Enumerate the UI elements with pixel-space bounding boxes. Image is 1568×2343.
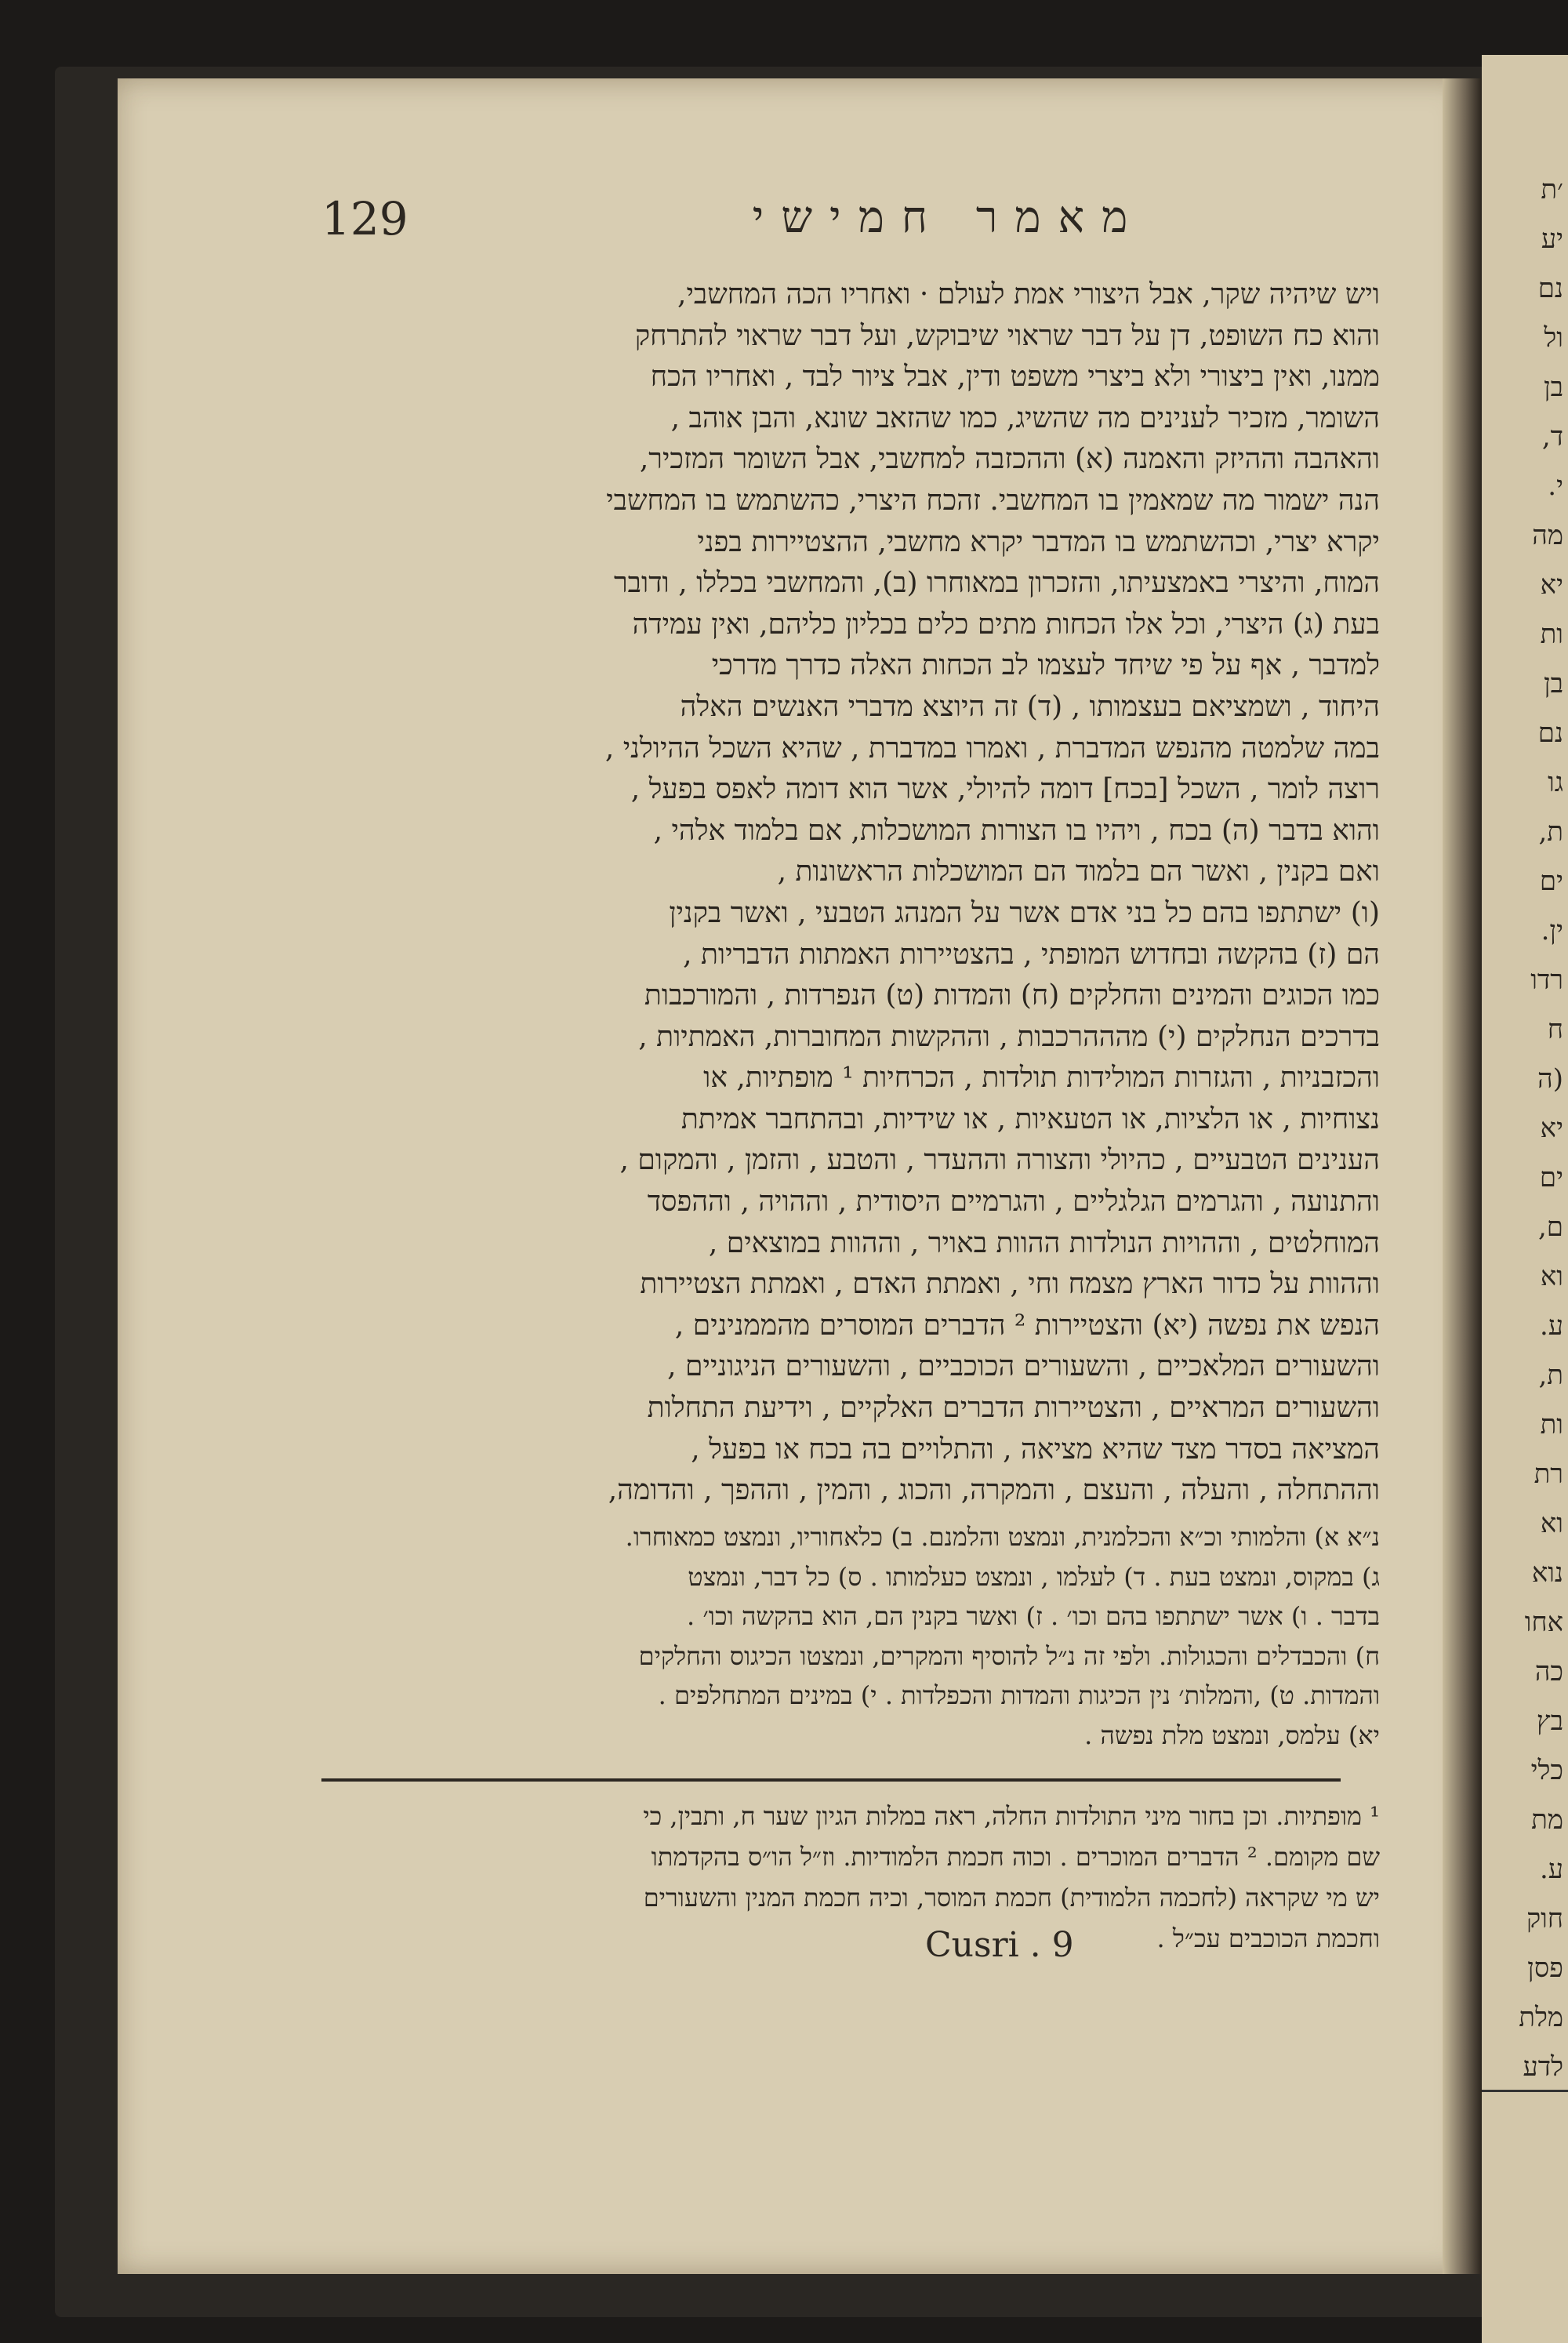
text-line: והשעורים המלאכיים , והשעורים הכוכביים , והשעורים הניגוניים , (667, 1350, 1380, 1383)
text-line: והכזבניות , והגזרות המולידות תולדות , הכרחיות ¹ מופתיות, או (703, 1062, 1380, 1095)
facing-page-fragment: נם (1537, 273, 1563, 304)
text-line: ואם בקנין , ואשר הם בלמוד הם המושכלות הראשונות , (777, 855, 1380, 888)
facing-page-rule (1482, 2090, 1568, 2092)
footnote-line: יש מי שקראה (לחכמה הלמודית) חכמת המוסר, וכיה חכמת המנין והשעורים (643, 1883, 1380, 1913)
facing-page-fragment: ות (1540, 619, 1563, 650)
facing-page-fragment: נוא (1531, 1557, 1563, 1589)
text-line: בעת (ג) היצרי, וכל אלו הכחות מתים כלים בכליון כליהם, ואין עמידה (632, 608, 1380, 641)
facing-page-fragment: יע (1541, 223, 1563, 255)
text-line: רוצה לומר , השכל [בכח] דומה להיולי, אשר הוא דומה לאפס בפעל , (630, 773, 1380, 806)
facing-page-fragment: יא (1540, 1113, 1563, 1144)
facing-page-fragment: ע. (1539, 1310, 1563, 1342)
facing-page-fragment: רדו (1530, 964, 1563, 996)
facing-page-fragment: ות (1540, 1409, 1563, 1440)
text-line: הענינים הטבעיים , כהיולי והצורה וההעדר , והטבע , והזמן , והמקום , (619, 1144, 1380, 1177)
facing-page-fragment: נם (1537, 717, 1563, 749)
main-text-block (321, 274, 1380, 1512)
facing-page-fragment: ת, (1538, 1360, 1563, 1391)
text-line: הם (ז) בהקשה ובחדוש המופתי , בהצטיירות האמתות הדבריות , (683, 938, 1380, 971)
variant-notes-block (321, 1517, 1380, 1755)
running-title: מאמר חמישי (752, 192, 1145, 243)
facing-page-fragment: ׳ת (1541, 174, 1563, 205)
facing-page-fragment: בן (1543, 372, 1563, 403)
note-line: יא) עלמס, ונמצט מלת נפשה . (1084, 1720, 1380, 1750)
text-line: וההתחלה , והעלה , והעצם , והמקרה, והכוג , והמין , וההפך , והדומה, (608, 1474, 1380, 1507)
text-line: הנה ישמור מה שמאמין בו המחשבי. זהכח היצרי, כהשתמש בו המחשבי (606, 484, 1380, 517)
facing-page-fragment: מלת (1519, 2002, 1563, 2033)
text-line: המוח, והיצרי באמצעיתו, והזכרון במאוחרו (ב), והמחשבי בכללו , ודובר (613, 567, 1380, 600)
facing-page-fragment: מה (1532, 520, 1563, 551)
facing-page-fragment: יא (1540, 569, 1563, 601)
text-line: והאהבה וההיזק והאמנה (א) וההכזבה למחשבי, אבל השומר המזכיר, (639, 443, 1380, 476)
text-line: כמו הכוגים והמינים והחלקים (ח) והמדות (ט) הנפרדות , והמורכבות (644, 979, 1380, 1012)
text-line: במה שלמטה מהנפש המדברת , ואמרו במדברת , שהיא השכל ההיולני , (604, 732, 1380, 765)
note-line: ג) במקוס, ונמצט בעת . ד) לעלמו , ונמצט כעלמותו . ס) כל דבר, ונמצט (688, 1561, 1380, 1592)
footnote-line: שם מקומם. ² הדברים המוכרים . וכוה חכמת הלמודיות. וז״ל הו״ס בהקדמתו (651, 1842, 1380, 1872)
text-line: הנפש את נפשה (יא) והצטיירות ² הדברים המוסרים מהממנינים , (674, 1309, 1380, 1342)
text-line: המציאה בסדר מצד שהיא מציאה , והתלויים בה בכח או בפעל , (691, 1433, 1380, 1466)
facing-page-fragment: י. (1548, 470, 1563, 502)
note-line: נ״א א) והלמותי וכ״א והכלמנית, ונמצט והלמנם. ב) כלאחוריו, ונמצט כמאוחרו. (625, 1522, 1380, 1552)
page-header (321, 192, 1380, 263)
facing-page-fragment: ים (1539, 866, 1563, 897)
note-line: ח) והכבדלים והכגולות. ולפי זה נ״ל להוסיף והמקרים, ונמצטו הכיגוס והחלקים (638, 1640, 1380, 1671)
facing-page-fragment: בץ (1536, 1705, 1563, 1737)
footnote-divider (321, 1778, 1341, 1782)
text-line: למדבר , אף על פי שיחד לעצמו לב הכחות האלה כדרך מדרכי (711, 649, 1380, 682)
text-line: ויש שיהיה שקר, אבל היצורי אמת לעולם · ואחריו הכה המחשבי, (677, 278, 1380, 311)
text-line: השומר, מזכיר לענינים מה שהשיג, כמו שהזאב שונא, והבן אוהב , (670, 401, 1380, 434)
facing-page-fragment: חוק (1526, 1903, 1563, 1934)
text-line: (ו) ישתתפו בהם כל בני אדם אשר על המנהג הטבעי , ואשר בקנין (669, 896, 1380, 929)
facing-page-fragment: פסן (1527, 1952, 1563, 1984)
text-line: והתנועה , והגרמים הגלגליים , והגרמיים היסודית , וההויה , וההפסד (647, 1186, 1380, 1219)
text-line: המוחלטים , וההויות הנולדות ההוות באויר , וההוות במוצאים , (708, 1226, 1380, 1259)
text-line: נצוחיות , או הלציות, או הטעאיות , או שידיות, ובהתחבר אמיתת (681, 1102, 1380, 1135)
footnote-line: ¹ מופתיות. וכן בחור מיני התולדות החלה, ראה במלות הגיון שער ח, ותבין, כי (643, 1801, 1380, 1831)
note-line: והמדות. ט) ,והמלות׳ נין הכיגות והמדות והכפלדות . י) במינים המתחלפים . (658, 1680, 1380, 1710)
facing-page-fragment: אחו (1524, 1607, 1563, 1638)
book-gutter (1443, 78, 1482, 2274)
text-line: והוא בדבר (ה) בכח , ויהיו בו הצורות המושכלות, אם בלמוד אלהי , (653, 814, 1380, 847)
text-line: בדרכים הנחלקים (י) מהההרכבות , וההקשות המחוברות, האמתיות , (638, 1020, 1380, 1053)
facing-page-fragment: בן (1543, 668, 1563, 699)
facing-page-fragment: כלי (1530, 1755, 1563, 1786)
facing-page-edge (1482, 55, 1568, 2343)
text-line: והוא כח השופט, דן על דבר שראוי שיבוקש, ועל דבר שראוי להתרחק (634, 319, 1380, 352)
facing-page-fragment: לדע (1523, 2051, 1563, 2083)
signature-mark: Cusri . 9 (925, 1925, 1074, 1965)
text-line: יקרא יצרי, וכהשתמש בו המדבר יקרא מחשבי, ההצטיירות בפני (697, 525, 1380, 558)
facing-page-fragment: ת, (1538, 816, 1563, 848)
text-line: ממנו, ואין ביצורי ולא ביצרי משפט ודין, אבל ציור לבד , ואחריו הכח (650, 361, 1380, 394)
facing-page-fragment: ם, (1537, 1211, 1563, 1243)
text-line: והשעורים המראיים , והצטיירות הדברים האלקיים , וידיעת התחלות (647, 1392, 1380, 1425)
facing-page-fragment: ע. (1539, 1854, 1563, 1885)
facing-page-fragment: ול (1544, 322, 1563, 354)
note-line: בדבר . ו) אשר ישתתפו בהם וכו׳ . ז) ואשר בקנין הם, הוא בהקשה וכו׳ . (687, 1601, 1380, 1631)
text-line: וההוות על כדור הארץ מצמח וחי , ואמתת האדם , ואמתת הצטיירות (640, 1268, 1380, 1301)
text-line: היחוד , ושמציאם בעצמותו , (ד) זה היוצא מדברי האנשים האלה (680, 690, 1380, 723)
facing-page-fragment: וא (1540, 1261, 1563, 1292)
facing-page-fragment: מת (1531, 1804, 1563, 1836)
facing-page-fragment: רת (1534, 1458, 1563, 1490)
facing-page-fragment: ח (1547, 1014, 1563, 1045)
facing-page-fragment: וא (1540, 1508, 1563, 1539)
facing-page-fragment: ד, (1541, 421, 1563, 452)
facing-page-fragment: (ה (1537, 1063, 1563, 1095)
facing-page-fragment: גו (1548, 767, 1563, 798)
footnote-line: וחכמת הכוכבים עכ״ל . (1156, 1923, 1380, 1953)
page-number: 129 (321, 192, 408, 245)
facing-page-fragment: כה (1534, 1656, 1563, 1687)
facing-page-fragment: ין. (1541, 915, 1563, 946)
facing-page-fragment: ים (1539, 1162, 1563, 1193)
